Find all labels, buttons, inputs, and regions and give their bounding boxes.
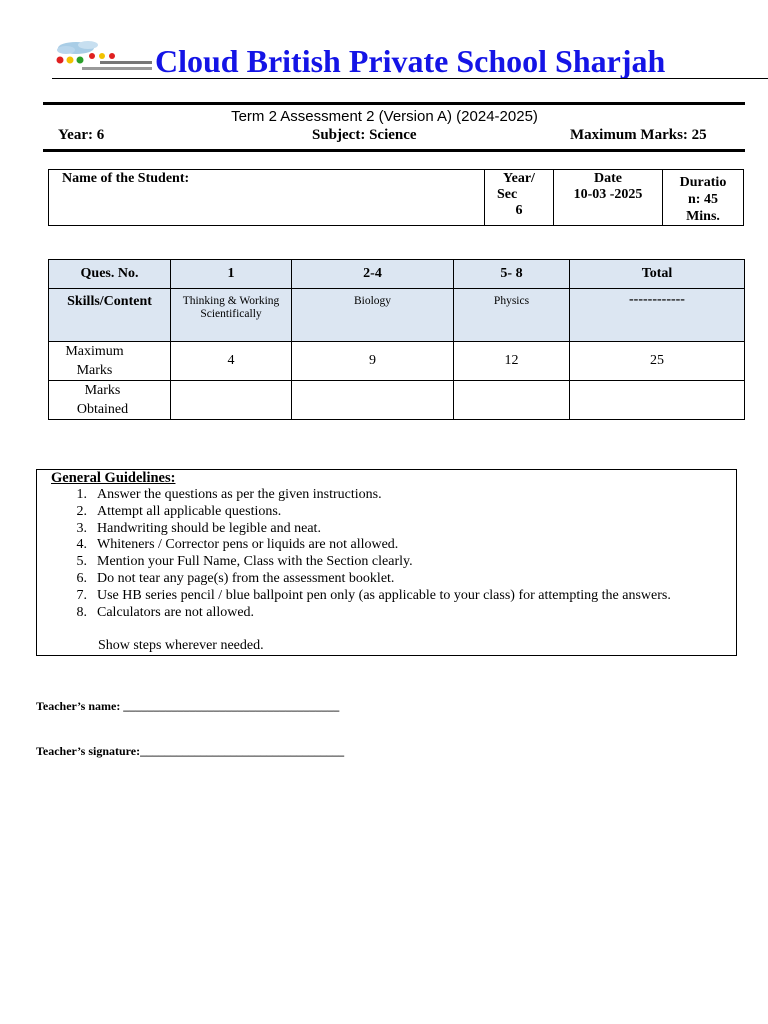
guidelines-extra-line: Show steps wherever needed. bbox=[98, 638, 264, 653]
date-value: 10-03 -2025 bbox=[573, 187, 643, 202]
max-marks-label: Maximum Marks: 25 bbox=[570, 127, 707, 143]
list-item bbox=[37, 588, 727, 605]
list-item-text: Handwriting should be legible and neat. bbox=[97, 520, 321, 536]
list-item bbox=[37, 554, 727, 571]
list-number: 6. bbox=[76, 570, 87, 586]
sec-label: Sec bbox=[497, 187, 518, 202]
max-marks-cell: 12 bbox=[454, 342, 570, 381]
date-cell bbox=[554, 170, 663, 226]
teacher-name-field[interactable]: Teacher’s name: ____________________________________ bbox=[36, 699, 340, 713]
max-marks-cell: 25 bbox=[570, 342, 745, 381]
school-logo bbox=[52, 40, 154, 74]
list-number: 1. bbox=[76, 487, 87, 502]
skills-cell: Thinking & Working Scientifically bbox=[171, 289, 292, 342]
marks-table bbox=[48, 259, 745, 420]
list-item bbox=[37, 571, 727, 588]
marks-obtained-cell[interactable] bbox=[570, 381, 745, 420]
student-name-field[interactable] bbox=[49, 170, 485, 226]
year-sec-label: Year/ bbox=[503, 171, 535, 186]
header-cell: Ques. No. bbox=[49, 260, 171, 289]
skills-cell: ------------ bbox=[570, 289, 745, 342]
list-number: 8. bbox=[76, 604, 87, 620]
subject-label: Subject: Science bbox=[312, 127, 417, 143]
school-name: Cloud British Private School Sharjah bbox=[155, 43, 666, 79]
list-number: 2. bbox=[76, 503, 87, 519]
header-cell: 5- 8 bbox=[454, 260, 570, 289]
date-label: Date bbox=[594, 171, 622, 186]
skills-cell: Biology bbox=[292, 289, 454, 342]
header-cell: 1 bbox=[171, 260, 292, 289]
header-cell: 2-4 bbox=[292, 260, 454, 289]
list-item-text: Use HB series pencil / blue ballpoint pen only (as applicable to your class) for attempting the answers. bbox=[97, 587, 671, 603]
year-sec-value: 6 bbox=[515, 203, 523, 218]
year-label: Year: 6 bbox=[58, 127, 105, 143]
guidelines-list bbox=[37, 487, 727, 621]
skills-label: Skills/Content bbox=[49, 289, 171, 342]
duration-line-2: n: 45 bbox=[688, 192, 718, 207]
year-sec-cell bbox=[485, 170, 554, 226]
duration-line-3: Mins. bbox=[686, 209, 720, 224]
list-number: 5. bbox=[76, 554, 87, 570]
list-item-text: Do not tear any page(s) from the assessment booklet. bbox=[97, 570, 395, 586]
duration-cell bbox=[663, 170, 744, 226]
max-marks-label: Maximum Marks bbox=[49, 342, 171, 381]
student-name-label: Name of the Student: bbox=[62, 171, 190, 186]
guidelines-title: General Guidelines: bbox=[51, 470, 176, 486]
list-item-text: Whiteners / Corrector pens or liquids are not allowed. bbox=[97, 537, 399, 553]
list-item bbox=[37, 487, 727, 504]
list-number: 3. bbox=[76, 520, 87, 536]
teacher-signature-field[interactable]: Teacher’s signature:__________________________________ bbox=[36, 744, 345, 758]
duration-line-1: Duratio bbox=[679, 175, 727, 190]
list-number: 4. bbox=[76, 537, 87, 553]
list-item bbox=[37, 521, 727, 538]
header-divider bbox=[52, 78, 768, 79]
list-item bbox=[37, 504, 727, 521]
max-marks-cell: 4 bbox=[171, 342, 292, 381]
list-item-text: Answer the questions as per the given instructions. bbox=[97, 487, 382, 502]
marks-obtained-cell[interactable] bbox=[454, 381, 570, 420]
list-item-text: Mention your Full Name, Class with the Section clearly. bbox=[97, 554, 413, 570]
marks-obtained-cell[interactable] bbox=[171, 381, 292, 420]
max-marks-cell: 9 bbox=[292, 342, 454, 381]
list-item bbox=[37, 537, 727, 554]
student-info-table bbox=[48, 169, 744, 226]
table-row bbox=[49, 342, 745, 381]
list-item-text: Attempt all applicable questions. bbox=[97, 503, 282, 519]
marks-obtained-label: Marks Obtained bbox=[49, 381, 171, 420]
list-item bbox=[37, 605, 727, 622]
marks-obtained-cell[interactable] bbox=[292, 381, 454, 420]
table-row bbox=[49, 289, 745, 342]
skills-cell: Physics bbox=[454, 289, 570, 342]
general-guidelines-box bbox=[36, 469, 737, 656]
list-item-text: Calculators are not allowed. bbox=[97, 604, 255, 620]
table-row bbox=[49, 381, 745, 420]
assessment-title: Term 2 Assessment 2 (Version A) (2024-2025) bbox=[231, 108, 538, 125]
top-rule bbox=[43, 102, 745, 105]
list-number: 7. bbox=[76, 587, 87, 603]
table-row bbox=[49, 260, 745, 289]
header-cell: Total bbox=[570, 260, 745, 289]
bottom-rule bbox=[43, 149, 745, 152]
